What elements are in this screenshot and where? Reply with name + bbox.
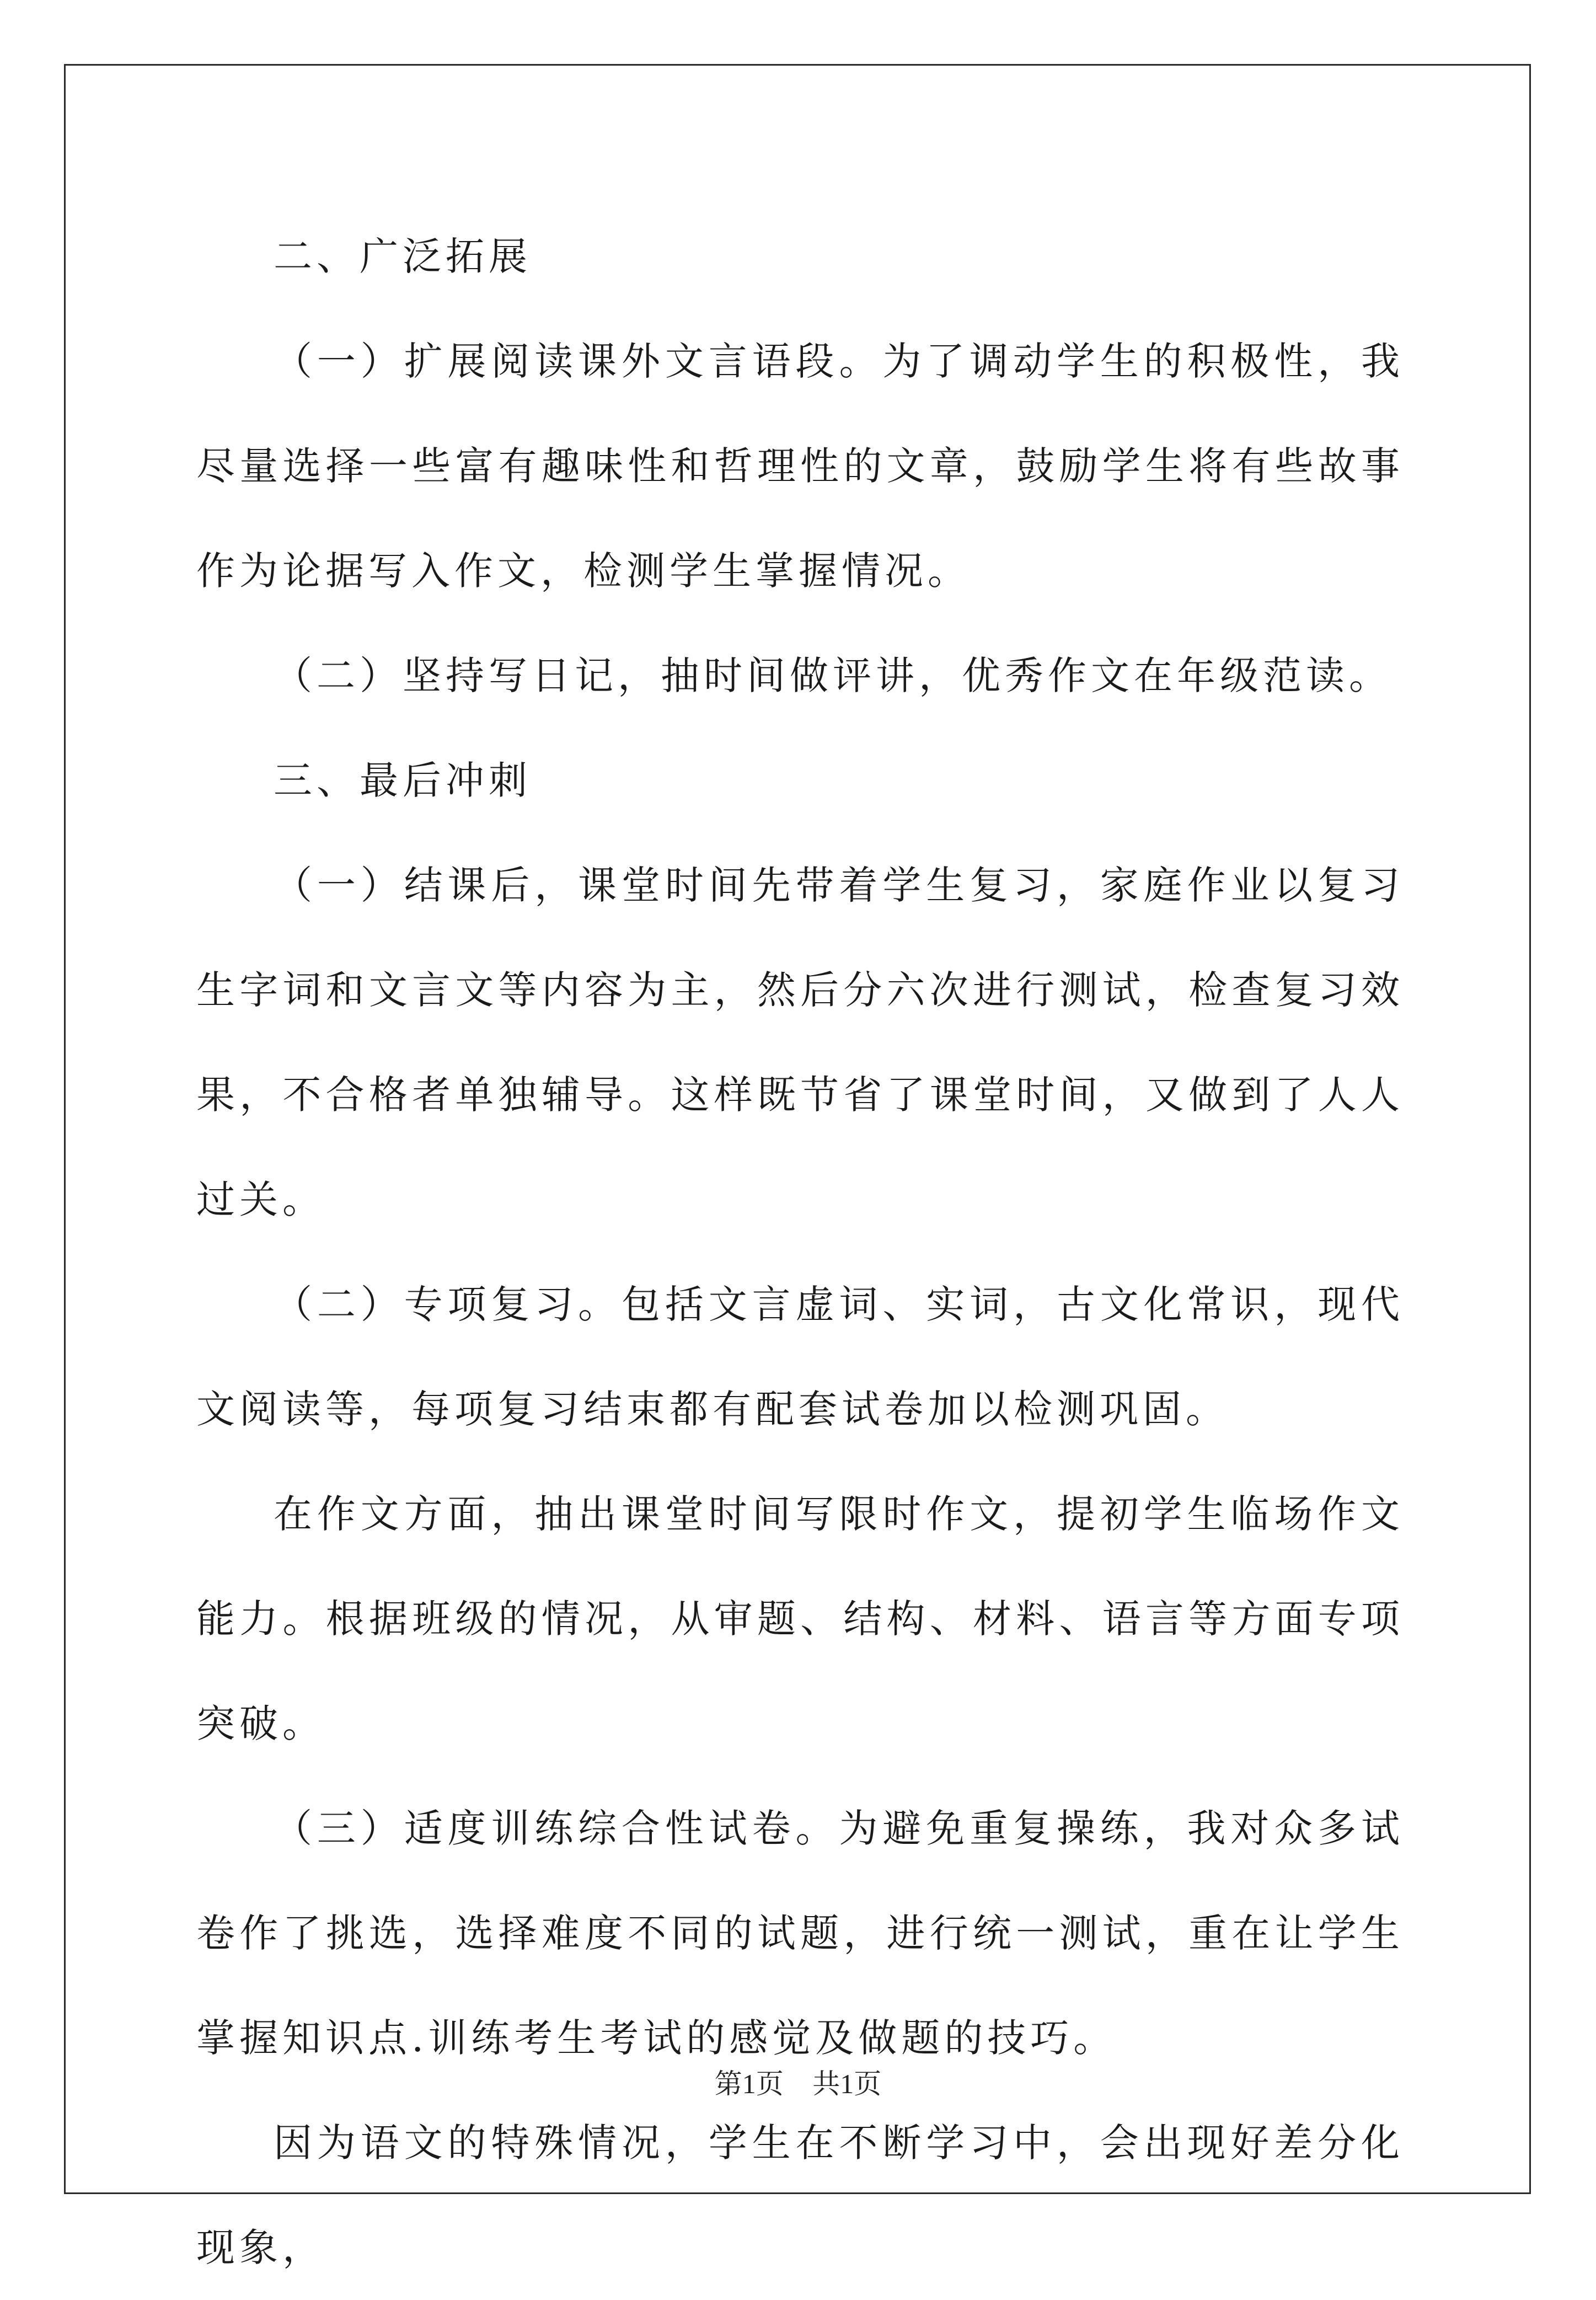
page-number: 第1页 <box>714 2068 784 2099</box>
document-body <box>196 204 1404 2300</box>
paragraph: （三）适度训练综合性试卷。为避免重复操练，我对众多试卷作了挑选，选择难度不同的试题，进行统一测试，重在让学生掌握知识点.训练考生考试的感觉及做题的技巧。 <box>196 1806 1404 2061</box>
page-footer <box>0 2062 1596 2101</box>
heading-section-two: 二、广泛拓展 <box>274 234 532 279</box>
paragraph: 在作文方面，抽出课堂时间写限时作文，提初学生临场作文能力。根据班级的情况，从审题、结构、材料、语言等方面专项突破。 <box>196 1491 1404 1746</box>
heading-section-three: 三、最后冲刺 <box>274 758 532 803</box>
paragraph: （一）扩展阅读课外文言语段。为了调动学生的积极性，我尽量选择一些富有趣味性和哲理性的文章，鼓励学生将有些故事作为论据写入作文，检测学生掌握情况。 <box>196 339 1404 593</box>
paragraph: （二）坚持写日记，抽时间做评讲，优秀作文在年级范读。 <box>274 653 1392 698</box>
page-total: 共1页 <box>812 2068 882 2099</box>
paragraph: （二）专项复习。包括文言虚词、实词，古文化常识，现代文阅读等，每项复习结束都有配套试卷加以检测巩固。 <box>196 1282 1404 1432</box>
paragraph: （一）结课后，课堂时间先带着学生复习，家庭作业以复习生字词和文言文等内容为主，然后分六次进行测试，检查复习效果，不合格者单独辅导。这样既节省了课堂时间，又做到了人人过关。 <box>196 863 1404 1222</box>
paragraph: 因为语文的特殊情况，学生在不断学习中，会出现好差分化现象， <box>196 2120 1404 2270</box>
